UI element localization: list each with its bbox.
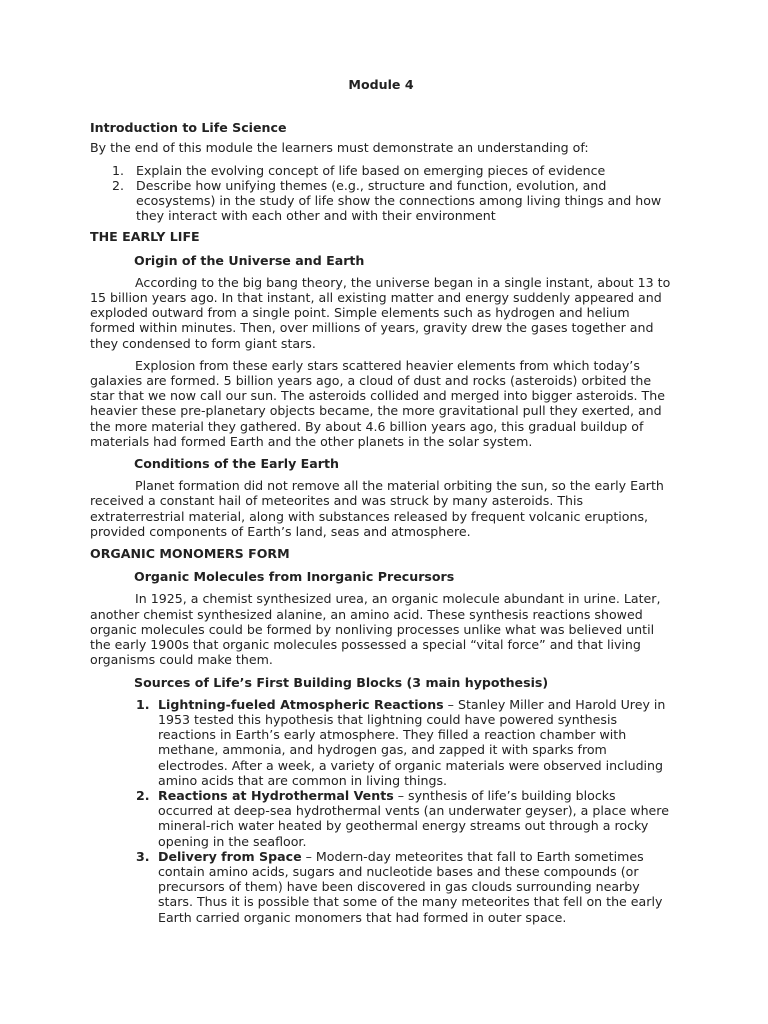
source-item — [90, 849, 672, 925]
source-item — [90, 697, 672, 788]
paragraph-conditions: Planet formation did not remove all the material orbiting the sun, so the early Earth received a constant hail of meteorites and was struck by many asteroids. This extraterrestrial material, along with substances released by frequent volcanic eruptions, provided components of Earth’s land, seas and atmosphere. — [90, 478, 664, 539]
source-term: Lightning-fueled Atmospheric Reactions — [158, 696, 444, 712]
objectives-list — [90, 163, 672, 224]
objective-item — [90, 178, 672, 224]
objective-text: Describe how unifying themes (e.g., structure and function, evolution, and ecosystems) in the study of life show the connections among living things and how they interact with each other and with their environment — [136, 177, 662, 224]
source-number: 2. — [136, 787, 150, 803]
intro-lead: By the end of this module the learners must demonstrate an understanding of: — [90, 140, 589, 156]
source-term: Delivery from Space — [158, 848, 302, 864]
objective-number: 2. — [112, 177, 125, 193]
module-title: Module 4 — [348, 77, 414, 92]
paragraph-origin-1: According to the big bang theory, the universe began in a single instant, about 13 to 15 billion years ago. In that instant, all existing matter and energy suddenly appeared and exploded outward from a single point. Simple elements such as hydrogen and helium formed within minutes. Then, over millions of years, gravity drew the gases together and they condensed to form giant stars. — [90, 274, 671, 351]
source-text: – synthesis of life’s building blocks occurred at deep-sea hydrothermal vents (an underwater geyser), a place where mineral-rich water heated by geothermal energy streams out through a rocky opening in the seafloor. — [158, 787, 669, 849]
paragraph-inorganic: In 1925, a chemist synthesized urea, an organic molecule abundant in urine. Later, another chemist synthesized alanine, an amino acid. These synthesis reactions showed organic molecules could be formed by nonliving processes unlike what was believed until the early 1900s that organic molecules possessed a special “vital force” and that living organisms could make them. — [90, 591, 661, 668]
subheading-conditions: Conditions of the Early Earth — [134, 456, 339, 472]
subheading-sources: Sources of Life’s First Building Blocks (3 main hypothesis) — [134, 674, 549, 690]
objective-number: 1. — [112, 162, 125, 178]
objective-text: Explain the evolving concept of life based on emerging pieces of evidence — [136, 162, 606, 178]
source-text: – Stanley Miller and Harold Urey in 1953 tested this hypothesis that lightning could have powered synthesis reactions in Earth’s early atmosphere. They filled a reaction chamber with methane, ammonia, and hydrogen gas, and zapped it with sparks from electrodes. After a week, a variety of organic materials were observed including amino acids that are common in living things. — [158, 696, 666, 788]
section-heading-monomers: ORGANIC MONOMERS FORM — [90, 546, 290, 562]
section-heading-early-life: THE EARLY LIFE — [90, 229, 200, 245]
source-text: – Modern-day meteorites that fall to Earth sometimes contain amino acids, sugars and nucleotide bases and these compounds (or precursors of them) have been discovered in gas clouds surrounding nearby stars. Thus it is possible that some of the many meteorites that fell on the early Earth carried organic monomers that had formed in outer space. — [158, 848, 663, 925]
intro-heading: Introduction to Life Science — [90, 120, 287, 136]
source-number: 3. — [136, 848, 150, 864]
source-term: Reactions at Hydrothermal Vents — [158, 787, 394, 803]
objective-item — [90, 163, 672, 178]
source-number: 1. — [136, 696, 150, 712]
paragraph-origin-2: Explosion from these early stars scattered heavier elements from which today’s galaxies are formed. 5 billion years ago, a cloud of dust and rocks (asteroids) orbited the star that we now call our sun. The asteroids collided and merged into bigger asteroids. The heavier these pre-planetary objects became, the more gravitational pull they exerted, and the more material they gathered. By about 4.6 billion years ago, this gradual buildup of materials had formed Earth and the other planets in the solar system. — [90, 357, 665, 449]
source-item — [90, 788, 672, 849]
subheading-origin: Origin of the Universe and Earth — [134, 252, 365, 268]
sources-list — [90, 697, 672, 925]
subheading-inorganic: Organic Molecules from Inorganic Precursors — [134, 569, 455, 585]
